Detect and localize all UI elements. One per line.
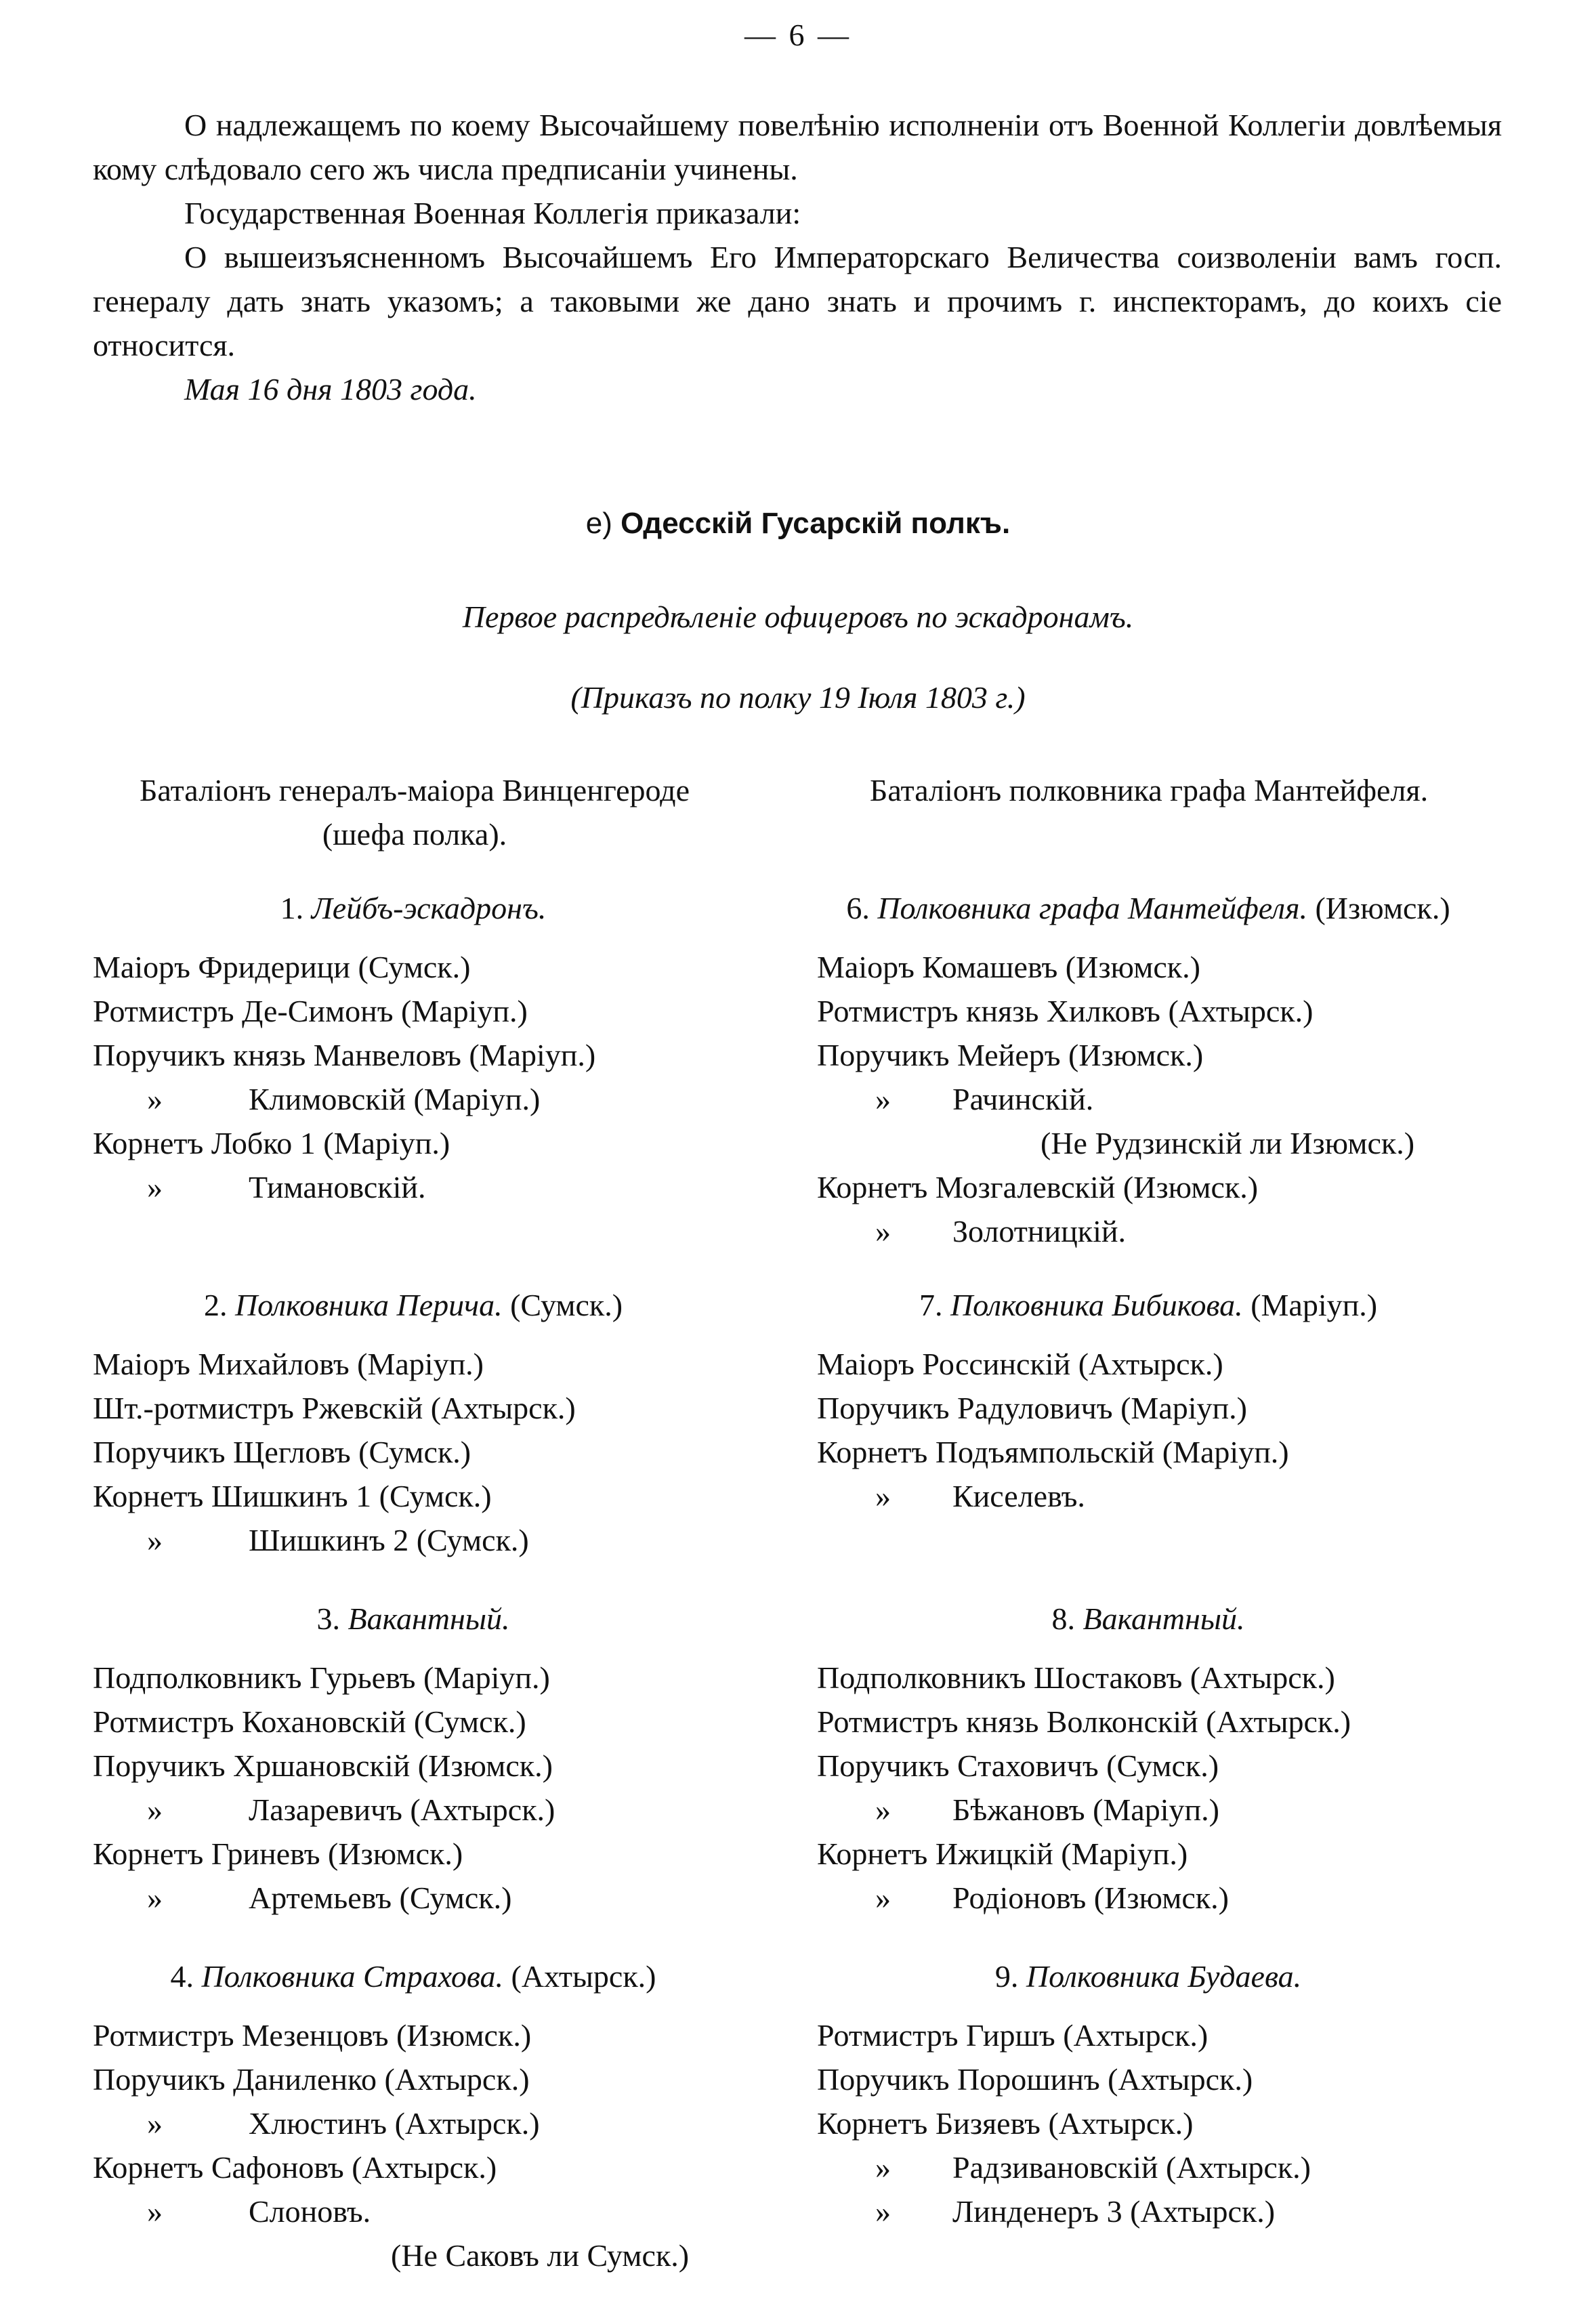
squadron-title: Вакантный. [348, 1601, 510, 1636]
intro-date: Мая 16 дня 1803 года. [184, 372, 477, 406]
ditto-mark: » [147, 1170, 163, 1204]
officer-entry: Поручикъ князь Манвеловъ (Маріуп.) [93, 1038, 596, 1072]
squadron-heading [742, 1954, 1555, 1998]
right-battalion-heading [817, 768, 1481, 812]
squadron-number: 1. [280, 891, 304, 925]
officer-entry: Корнетъ Лобко 1 (Маріуп.) [93, 1126, 450, 1160]
officer-entry: Корнетъ Сафоновъ (Ахтырск.) [93, 2150, 497, 2185]
officer-entry: Рачинскій. [952, 1082, 1094, 1116]
order-reference: (Приказъ по полку 19 Іюля 1803 г.) [570, 680, 1026, 715]
ditto-mark: » [147, 1082, 163, 1116]
squadron-heading [7, 1283, 820, 1327]
section-heading [0, 507, 1596, 541]
officer-entry: Золотницкій. [952, 1214, 1126, 1248]
squadron-regiment: (Сумск.) [510, 1288, 623, 1322]
officer-entry: Тимановскій. [249, 1170, 426, 1204]
squadron-regiment: (Ахтырск.) [511, 1959, 656, 1994]
editor-note: (Не Саковъ ли Сумск.) [391, 2238, 690, 2273]
ditto-mark: » [875, 1792, 891, 1827]
officer-entry: Маіоръ Фридерици (Сумск.) [93, 950, 471, 984]
officer-entry: Радзивановскій (Ахтырск.) [952, 2150, 1311, 2185]
squadron-title: Полковника Бибикова. [950, 1288, 1243, 1322]
officer-entry: Корнетъ Мозгалевскій (Изюмск.) [817, 1170, 1259, 1204]
squadron-regiment: (Изюмск.) [1315, 891, 1450, 925]
page-number: — 6 — [744, 18, 852, 52]
officer-entry: Хлюстинъ (Ахтырск.) [249, 2106, 540, 2141]
officer-entry: Бѣжановъ (Маріуп.) [952, 1792, 1219, 1827]
officer-entry: Корнетъ Подъямпольскій (Маріуп.) [817, 1435, 1289, 1469]
ditto-mark: » [147, 2106, 163, 2141]
section-title: Одесскій Гусарскій полкъ. [621, 507, 1011, 540]
section-subtitle: Первое распредѣленіе офицеровъ по эскадронамъ. [462, 600, 1134, 634]
ditto-mark: » [147, 1523, 163, 1557]
squadron-title: Лейбъ-эскадронъ. [311, 891, 547, 925]
ditto-mark: » [875, 1479, 891, 1513]
intro-paragraph: О надлежащемъ по коему Высочайшему повелѣнію исполненіи отъ Военной Коллегіи довлѣемыя кому слѣдовало сего жъ числа предписаніи учинены. [93, 108, 1502, 186]
officer-entry: Лазаревичъ (Ахтырск.) [249, 1792, 555, 1827]
officer-entry: Артемьевъ (Сумск.) [249, 1880, 512, 1915]
officer-entry: Корнетъ Ижицкій (Маріуп.) [817, 1836, 1188, 1871]
officer-entry: Маіоръ Комашевъ (Изюмск.) [817, 950, 1200, 984]
officer-entry: Ротмистръ князь Хилковъ (Ахтырск.) [817, 994, 1314, 1028]
squadron-regiment: (Маріуп.) [1251, 1288, 1378, 1322]
squadron-number: 7. [919, 1288, 943, 1322]
battalion-name: Баталіонъ полковника графа Мантейфеля. [869, 773, 1429, 807]
ditto-mark: » [875, 2194, 891, 2229]
editor-note: (Не Рудзинскій ли Изюмск.) [1041, 1126, 1415, 1160]
officer-entry: Поручикъ Мейеръ (Изюмск.) [817, 1038, 1204, 1072]
officer-entry: Ротмистръ Мезенцовъ (Изюмск.) [93, 2018, 532, 2053]
ditto-mark: » [875, 1082, 891, 1116]
officer-entry: Подполковникъ Гурьевъ (Маріуп.) [93, 1660, 550, 1695]
officer-entry: Ротмистръ князь Волконскій (Ахтырск.) [817, 1704, 1351, 1739]
battalion-note: (шефа полка). [322, 817, 507, 852]
squadron-heading [7, 1954, 820, 1998]
squadron-number: 9. [994, 1959, 1019, 1994]
officer-entry: Поручикъ Порошинъ (Ахтырск.) [817, 2062, 1253, 2097]
squadron-title: Вакантный. [1083, 1601, 1245, 1636]
intro-paragraph: О вышеизъясненномъ Высочайшемъ Его Императорскаго Величества соизволеніи вамъ госп. генералу дать знать указомъ; а таковыми же дано знать и прочимъ г. инспекторамъ, до коихъ сіе относится. [93, 240, 1502, 362]
section-letter: е) [585, 507, 612, 540]
ditto-mark: » [147, 1792, 163, 1827]
officer-entry: Поручикъ Хршановскій (Изюмск.) [93, 1748, 553, 1783]
officer-entry: Корнетъ Бизяевъ (Ахтырск.) [817, 2106, 1194, 2141]
squadron-number: 6. [846, 891, 870, 925]
officer-entry: Корнетъ Гриневъ (Изюмск.) [93, 1836, 463, 1871]
officer-entry: Родіоновъ (Изюмск.) [952, 1880, 1229, 1915]
officer-entry: Ротмистръ Гиршъ (Ахтырск.) [817, 2018, 1209, 2053]
left-battalion-heading [93, 768, 736, 856]
ditto-mark: » [147, 1880, 163, 1915]
officer-entry: Климовскій (Маріуп.) [249, 1082, 541, 1116]
squadron-heading [742, 886, 1555, 930]
officer-entry: Шишкинъ 2 (Сумск.) [249, 1523, 529, 1557]
squadron-title: Полковника Страхова. [201, 1959, 504, 1994]
officer-entry: Ротмистръ Кохановскій (Сумск.) [93, 1704, 526, 1739]
officer-entry: Поручикъ Щегловъ (Сумск.) [93, 1435, 471, 1469]
officer-entry: Слоновъ. [249, 2194, 371, 2229]
squadron-heading [742, 1283, 1555, 1327]
officer-entry: Маіоръ Россинскій (Ахтырск.) [817, 1347, 1223, 1381]
ditto-mark: » [147, 2194, 163, 2229]
officer-entry: Поручикъ Даниленко (Ахтырск.) [93, 2062, 530, 2097]
officer-entry: Поручикъ Радуловичъ (Маріуп.) [817, 1391, 1247, 1425]
officer-entry: Маіоръ Михайловъ (Маріуп.) [93, 1347, 484, 1381]
intro-text [93, 103, 1502, 411]
intro-paragraph: Государственная Военная Коллегія приказали: [184, 196, 801, 230]
officer-entry: Шт.-ротмистръ Ржевскій (Ахтырск.) [93, 1391, 576, 1425]
squadron-title: Полковника Перича. [234, 1288, 503, 1322]
ditto-mark: » [875, 1880, 891, 1915]
squadron-heading [7, 1597, 820, 1641]
squadron-number: 3. [316, 1601, 340, 1636]
squadron-title: Полковника графа Мантейфеля. [877, 891, 1307, 925]
ditto-mark: » [875, 2150, 891, 2185]
officer-entry: Корнетъ Шишкинъ 1 (Сумск.) [93, 1479, 492, 1513]
squadron-number: 8. [1051, 1601, 1075, 1636]
officer-entry: Линденеръ 3 (Ахтырск.) [952, 2194, 1276, 2229]
squadron-heading [742, 1597, 1555, 1641]
squadron-number: 4. [170, 1959, 194, 1994]
squadron-heading [7, 886, 820, 930]
squadron-title: Полковника Будаева. [1026, 1959, 1302, 1994]
officer-entry: Ротмистръ Де-Симонъ (Маріуп.) [93, 994, 528, 1028]
battalion-name: Баталіонъ генералъ-маіора Винценгероде [139, 773, 690, 807]
officer-entry: Поручикъ Стаховичъ (Сумск.) [817, 1748, 1219, 1783]
officer-entry: Киселевъ. [952, 1479, 1085, 1513]
officer-entry: Подполковникъ Шостаковъ (Ахтырск.) [817, 1660, 1335, 1695]
ditto-mark: » [875, 1214, 891, 1248]
squadron-number: 2. [203, 1288, 228, 1322]
